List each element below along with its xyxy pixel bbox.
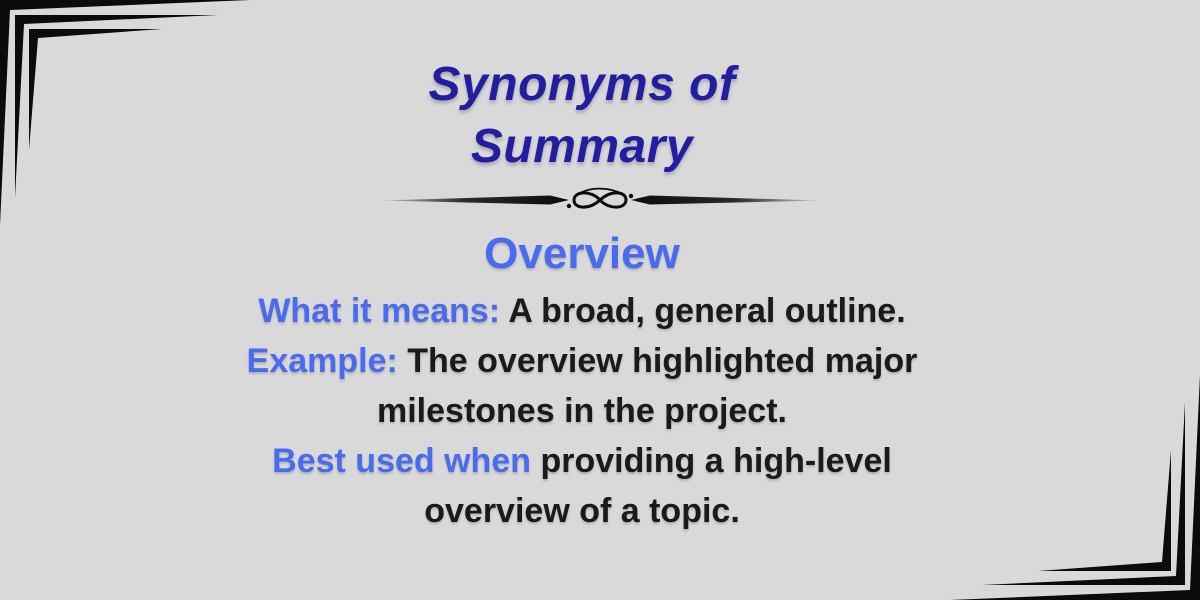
title-line-2: Summary xyxy=(470,120,694,173)
section-heading: Overview xyxy=(484,229,680,278)
title-line-1: Synonyms of xyxy=(428,58,736,111)
term-label: Best used when xyxy=(272,442,531,480)
definition-text: A broad, general outline. xyxy=(500,292,906,330)
definition-text: providing a high-level xyxy=(531,442,892,480)
swash-divider-icon xyxy=(380,185,820,215)
definition-text: overview of a topic. xyxy=(424,492,740,530)
body-line xyxy=(247,286,918,336)
body-line xyxy=(247,336,918,386)
term-label: What it means: xyxy=(258,292,501,330)
definition-text: milestones in the project. xyxy=(377,392,787,430)
body-line xyxy=(247,486,918,536)
term-label: Example: xyxy=(246,342,398,380)
page-title xyxy=(429,54,736,178)
body-line xyxy=(247,436,918,486)
body-line xyxy=(247,386,918,436)
definition-body xyxy=(247,286,918,536)
definition-text: The overview highlighted major xyxy=(397,342,918,380)
